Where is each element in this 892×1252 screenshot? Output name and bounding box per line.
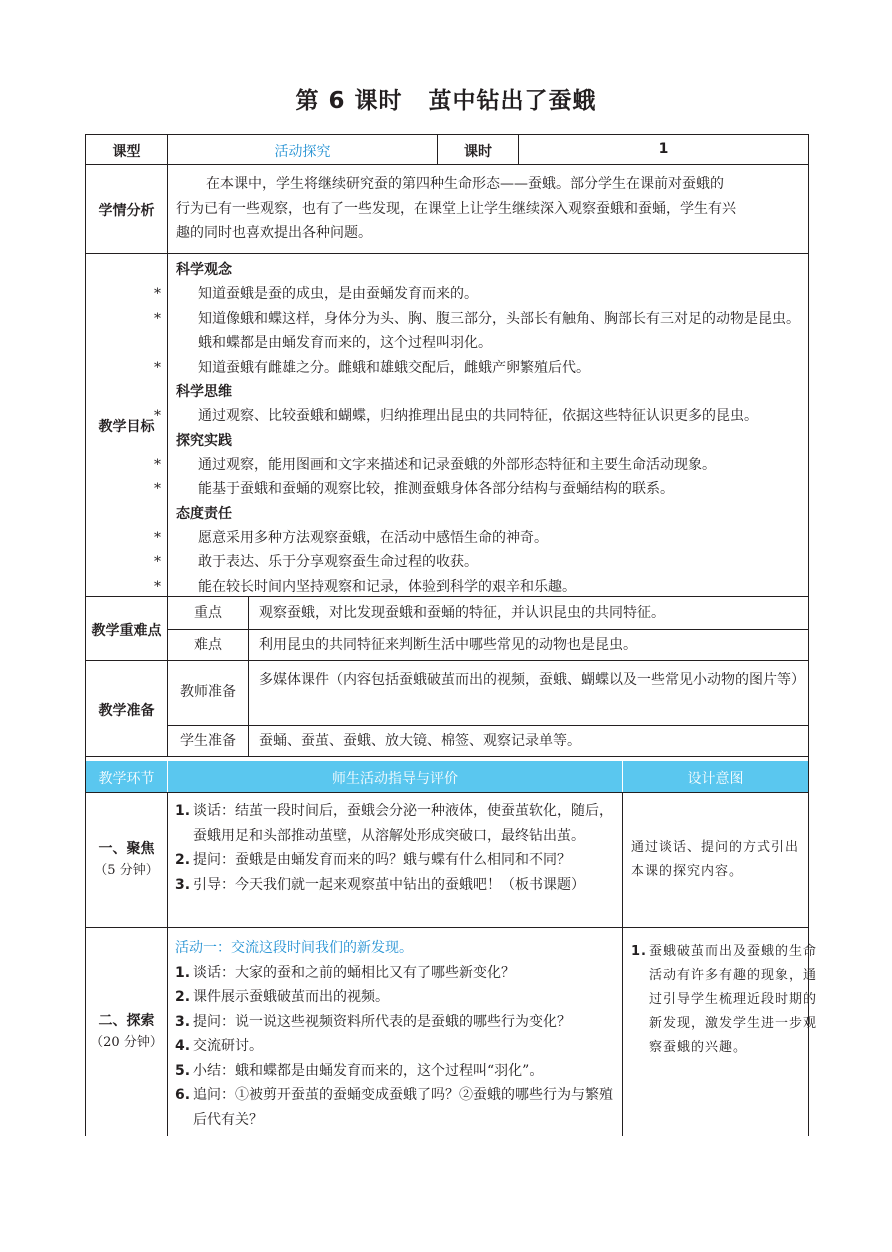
list-item: 6. 追问：①被剪开蚕茧的蚕蛹变成蚕蛾了吗？②蚕蛾的哪些行为与繁殖后代有关？ xyxy=(175,1087,613,1128)
lesson-name: 茧中钻出了蚕蛾 xyxy=(428,88,597,114)
key-label: 重点 xyxy=(194,605,222,621)
goal-item: * 通过观察、比较蚕蛾和蝴蝶，归纳推理出昆虫的共同特征，依据这些特征认识更多的昆虫。 xyxy=(176,404,804,429)
star-icon: * xyxy=(154,310,161,327)
goal-item: * 能基于蚕蛾和蚕蛹的观察比较，推测蚕蛾身体各部分结构与蚕蛹结构的联系。 xyxy=(176,477,804,502)
student-prep-label: 学生准备 xyxy=(180,733,236,749)
list-item: 2. 课件展示蚕蛾破茧而出的视频。 xyxy=(175,989,389,1005)
star-icon: * xyxy=(154,554,161,570)
goal-item: * 知道像蛾和蝶这样，身体分为头、胸、腹三部分，头部长有触角、胸部长有三对足的动物是昆虫。蛾和蝶都是由蛹发育而来的，这个过程叫羽化。 xyxy=(176,307,804,356)
keypoints-label: 教学重难点 xyxy=(91,623,162,639)
list-item: 5. 小结：蛾和蝶都是由蛹发育而来的，这个过程叫“羽化”。 xyxy=(175,1062,544,1079)
list-item: 3. 提问：说一说这些视频资料所代表的是蚕蛾的哪些行为变化？ xyxy=(175,1013,571,1030)
star-icon: * xyxy=(154,481,161,497)
star-icon: * xyxy=(154,408,161,424)
stage2-name: 二、探索 xyxy=(98,1013,155,1029)
analysis-text xyxy=(176,172,806,246)
activity-title: 活动一：交流这段时间我们的新发现。 xyxy=(175,940,413,956)
stage1-time: （5 分钟） xyxy=(94,863,159,878)
list-item: 3. 引导：今天我们就一起来观察茧中钻出的蚕蛾吧！（板书课题） xyxy=(175,876,585,893)
list-item: 1. 谈话：结茧一段时间后，蚕蛾会分泌一种液体，使蚕茧软化，随后，蚕蛾用足和头部推动茧壁，从溶解处形成突破口，最终钻出茧。 xyxy=(175,803,613,844)
list-item: 2. 提问：蚕蛾是由蛹发育而来的吗？蛾与蝶有什么相同和不同？ xyxy=(175,852,571,868)
goal-item: * 知道蚕蛾有雌雄之分。雌蛾和雄蛾交配后，雌蛾产卵繁殖后代。 xyxy=(176,356,804,381)
star-icon: * xyxy=(154,359,161,376)
stage1-intent: 通过谈话、提问的方式引出本课的探究内容。 xyxy=(631,840,800,879)
stage2-cell xyxy=(86,1010,167,1054)
goal-section-title: 探究实践 xyxy=(176,432,232,449)
header-intent: 设计意图 xyxy=(687,771,744,787)
teacher-prep-value: 多媒体课件（内容包括蚕蛾破茧而出的视频，蚕蛾、蝴蝶以及一些常见小动物的图片等） xyxy=(259,672,805,688)
analysis-line: 行为已有一些观察，也有了一些发现，在课堂上让学生继续深入观察蚕蛾和蚕蛹，学生有兴 xyxy=(176,200,736,217)
goal-item: * 愿意采用多种方法观察蚕蛾，在活动中感悟生命的神奇。 xyxy=(176,526,804,551)
teacher-prep-label: 教师准备 xyxy=(180,684,236,700)
analysis-line: 在本课中，学生将继续研究蚕的第四种生命形态——蚕蛾。部分学生在课前对蚕蛾的 xyxy=(206,176,724,192)
stage1-cell xyxy=(86,838,167,882)
prep-label: 教学准备 xyxy=(98,703,155,719)
goal-section-title: 科学思维 xyxy=(176,384,232,400)
hours-value: 1 xyxy=(658,141,669,157)
stage2-intent: 1. 蚕蛾破茧而出及蚕蛾的生命活动有许多有趣的现象，通过引导学生梳理近段时期的新发现，激发学生进一步观察蚕蛾的兴趣。 xyxy=(631,944,818,1055)
stage1-activities xyxy=(175,799,615,897)
list-item: 1. 谈话：大家的蚕和之前的蛹相比又有了哪些新变化？ xyxy=(175,964,515,981)
type-label: 课型 xyxy=(112,144,141,160)
list-item: 4. 交流研讨。 xyxy=(175,1038,263,1054)
stage1-name: 一、聚焦 xyxy=(98,841,155,857)
goal-item: * 知道蚕蛾是蚕的成虫，是由蚕蛹发育而来的。 xyxy=(176,282,804,307)
stage2-activities xyxy=(175,936,615,1132)
star-icon: * xyxy=(154,578,161,595)
header-stage: 教学环节 xyxy=(98,771,155,787)
goal-item: * 能在较长时间内坚持观察和记录，体验到科学的艰辛和乐趣。 xyxy=(176,575,804,600)
stage2-time: （20 分钟） xyxy=(90,1035,163,1050)
type-value: 活动探究 xyxy=(274,144,331,160)
star-icon: * xyxy=(154,286,161,302)
goals-label: 教学目标 xyxy=(98,419,155,435)
goal-item: * 敢于表达、乐于分享观察蚕生命过程的收获。 xyxy=(176,550,804,575)
difficulty-value: 利用昆虫的共同特征来判断生活中哪些常见的动物也是昆虫。 xyxy=(259,637,637,653)
page-title xyxy=(0,82,892,115)
star-icon: * xyxy=(154,529,161,546)
difficulty-label: 难点 xyxy=(194,637,222,653)
lesson-number: 第 6 课时 xyxy=(295,88,403,114)
goal-item: * 通过观察，能用图画和文字来描述和记录蚕蛾的外部形态特征和主要生命活动现象。 xyxy=(176,453,804,478)
analysis-label: 学情分析 xyxy=(98,203,155,219)
analysis-line: 趣的同时也喜欢提出各种问题。 xyxy=(176,225,372,241)
star-icon: * xyxy=(154,456,161,473)
hours-label: 课时 xyxy=(464,144,492,160)
header-activity: 师生活动指导与评价 xyxy=(332,771,458,787)
student-prep-value: 蚕蛹、蚕茧、蚕蛾、放大镜、棉签、观察记录单等。 xyxy=(259,733,581,749)
key-value: 观察蚕蛾，对比发现蚕蛾和蚕蛹的特征，并认识昆虫的共同特征。 xyxy=(259,605,665,621)
goal-section-title: 态度责任 xyxy=(176,505,232,522)
goal-section-title: 科学观念 xyxy=(176,262,232,278)
goals-content xyxy=(154,258,804,599)
